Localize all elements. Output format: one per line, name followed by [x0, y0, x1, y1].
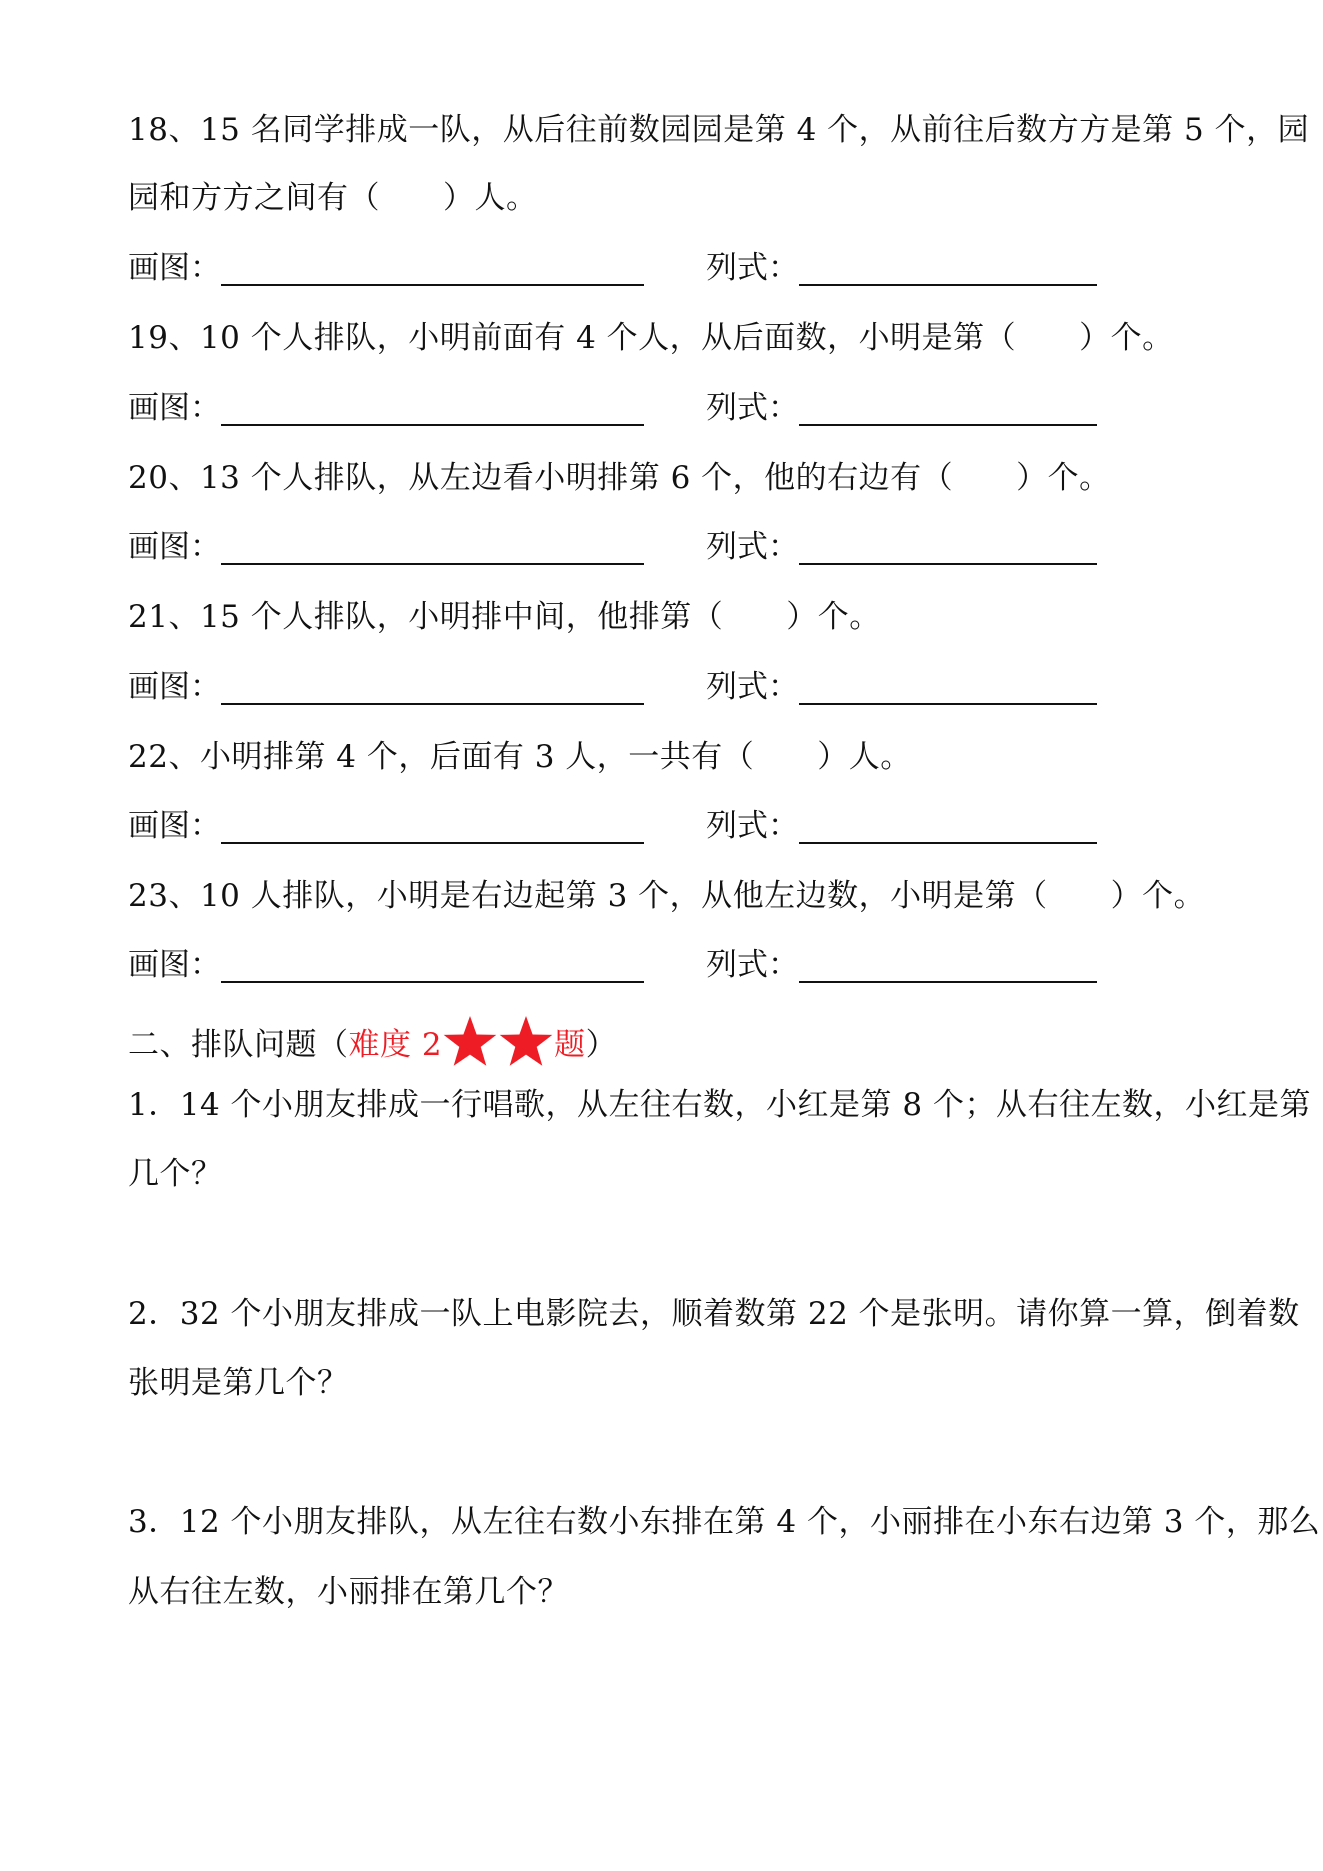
- problem-1-line-1: 1．14 个小朋友排成一行唱歌，从左往右数，小红是第 8 个；从右往左数，小红是第: [128, 1087, 1311, 1123]
- equation-label: 列式：: [706, 390, 799, 426]
- question-18-line-2: 园和方方之间有（ ）人。: [128, 180, 538, 216]
- problem-3-line-1: 3．12 个小朋友排队，从左往右数小东排在第 4 个，小丽排在小东右边第 3 个，那么: [128, 1504, 1321, 1540]
- answer-row-20: [128, 527, 1228, 567]
- drawing-answer-line[interactable]: [221, 842, 644, 844]
- equation-answer-line[interactable]: [799, 563, 1097, 565]
- equation-label: 列式：: [706, 669, 799, 705]
- problem-3-line-2: 从右往左数，小丽排在第几个？: [128, 1574, 569, 1610]
- equation-label: 列式：: [706, 529, 799, 565]
- equation-answer-line[interactable]: [799, 842, 1097, 844]
- answer-row-22: [128, 806, 1228, 846]
- question-21: 21、15 个人排队，小明排中间，他排第（ ）个。: [128, 599, 881, 635]
- star-icon: [498, 1015, 554, 1069]
- equation-answer-line[interactable]: [799, 424, 1097, 426]
- drawing-answer-line[interactable]: [221, 563, 644, 565]
- question-22: 22、小明排第 4 个，后面有 3 人，一共有（ ）人。: [128, 739, 912, 775]
- drawing-answer-line[interactable]: [221, 703, 644, 705]
- section-2-heading: [128, 1015, 617, 1069]
- problem-2-line-2: 张明是第几个？: [128, 1365, 349, 1401]
- equation-answer-line[interactable]: [799, 981, 1097, 983]
- problem-1-line-2: 几个？: [128, 1156, 223, 1192]
- drawing-answer-line[interactable]: [221, 424, 644, 426]
- section-2-heading-prefix: 二、排队问题（: [128, 1027, 349, 1063]
- draw-label: 画图：: [128, 250, 221, 286]
- draw-label: 画图：: [128, 808, 221, 844]
- equation-label: 列式：: [706, 947, 799, 983]
- question-18-line-1: 18、15 名同学排成一队，从后往前数园园是第 4 个，从前往后数方方是第 5 个，园: [128, 112, 1310, 148]
- answer-row-18: [128, 248, 1228, 288]
- question-20: 20、13 个人排队，从左边看小明排第 6 个，他的右边有（ ）个。: [128, 460, 1111, 496]
- question-19: 19、10 个人排队，小明前面有 4 个人，从后面数，小明是第（ ）个。: [128, 320, 1174, 356]
- draw-label: 画图：: [128, 390, 221, 426]
- draw-label: 画图：: [128, 669, 221, 705]
- equation-answer-line[interactable]: [799, 703, 1097, 705]
- equation-label: 列式：: [706, 808, 799, 844]
- draw-label: 画图：: [128, 947, 221, 983]
- problem-2-line-1: 2．32 个小朋友排成一队上电影院去，顺着数第 22 个是张明。请你算一算，倒着数: [128, 1296, 1300, 1332]
- difficulty-suffix: 题: [554, 1027, 586, 1063]
- answer-row-19: [128, 388, 1228, 428]
- drawing-answer-line[interactable]: [221, 284, 644, 286]
- difficulty-label: 难度 2: [348, 1027, 443, 1063]
- draw-label: 画图：: [128, 529, 221, 565]
- equation-answer-line[interactable]: [799, 284, 1097, 286]
- drawing-answer-line[interactable]: [221, 981, 644, 983]
- answer-row-23: [128, 945, 1228, 985]
- answer-row-21: [128, 667, 1228, 707]
- star-icon: [442, 1015, 498, 1069]
- section-2-heading-suffix: ）: [585, 1027, 618, 1063]
- question-23: 23、10 人排队，小明是右边起第 3 个，从他左边数，小明是第（ ）个。: [128, 878, 1206, 914]
- equation-label: 列式：: [706, 250, 799, 286]
